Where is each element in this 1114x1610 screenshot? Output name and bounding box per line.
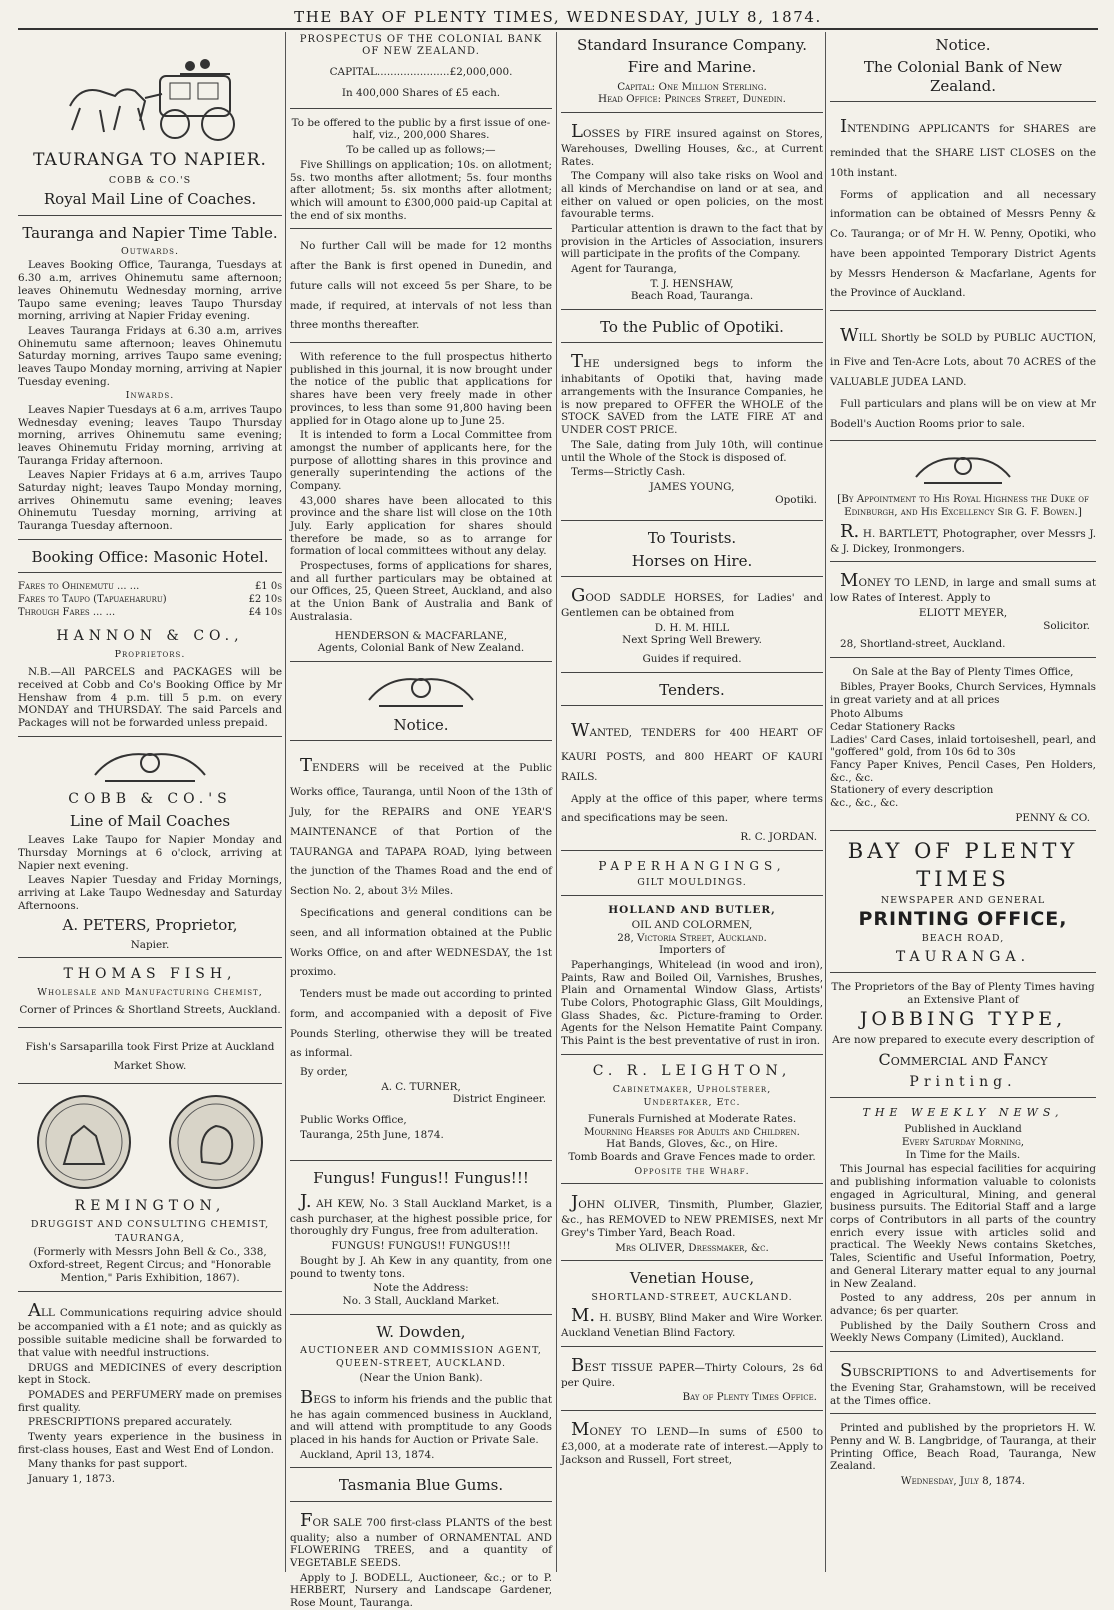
apply-bodell: Apply to J. BODELL, Auctioneer, &c.; or to P. HERBERT, Nursery and Landscape Gardener, Rose Mount, Tauranga. xyxy=(290,1571,552,1610)
horses-heading: Horses on Hire. xyxy=(631,551,753,570)
engineer-title: District Engineer. xyxy=(452,1093,546,1106)
venetian-heading: Venetian House, xyxy=(629,1269,755,1288)
times-heading: TIMES xyxy=(916,867,1010,892)
head-office: Head Office: Princes Street, Dunedin. xyxy=(598,93,786,106)
by-order: By order, xyxy=(300,1066,348,1079)
tomb-line: Tomb Boards and Grave Fences made to order. xyxy=(568,1151,816,1163)
beach-road: BEACH ROAD, xyxy=(921,933,1005,945)
oliver-paragraph: JOHN OLIVER, Tinsmith, Plumber, Glazier, &c., has REMOVED to NEW PREMISES, next Mr Grey's Timber Yard, Beach Road. xyxy=(561,1192,823,1239)
remington-line: DRUGS and MEDICINES of every description kept in Stock. xyxy=(18,1361,282,1387)
gilt-mouldings: GILT MOULDINGS. xyxy=(637,877,747,889)
dowden-date: Auckland, April 13, 1874. xyxy=(300,1448,435,1461)
royal-mail-title: Royal Mail Line of Coaches. xyxy=(43,190,257,209)
near-union: (Near the Union Bank). xyxy=(359,1372,483,1385)
timetable-paragraph: Leaves Napier Fridays at 6 a.m, arrives Taupo Saturday night; leaves Taupo Monday morning, arrives Ohinemutu same evening; leaves Ohinemutu Tuesday morning, arriving at Tauranga Tuesday afternoon. xyxy=(18,469,282,533)
remington-location: TAURANGA, xyxy=(115,1232,185,1244)
taupo-paragraph: Leaves Lake Taupo for Napier Monday and Thursday Mornings at 6 o'clock, arriving at Napier next evening. xyxy=(18,834,282,872)
imprint-date: Wednesday, July 8, 1874. xyxy=(900,1475,1026,1488)
column-4 xyxy=(830,32,1096,1577)
henderson-signature: HENDERSON & MACFARLANE, xyxy=(334,629,508,642)
fish-subtitle: Wholesale and Manufacturing Chemist, xyxy=(37,987,263,999)
opotiki-label: Opotiki. xyxy=(775,493,817,506)
victoria-street: 28, Victoria Street, Auckland. xyxy=(617,931,767,944)
colonial-bank-heading: The Colonial Bank of New Zealand. xyxy=(863,58,1063,95)
capital-line: Capital: One Million Sterling. xyxy=(617,80,767,93)
remington-line: PRESCRIPTIONS prepared accurately. xyxy=(28,1416,233,1429)
notice-heading: Notice. xyxy=(393,715,449,734)
reference-paragraph: With reference to the full prospectus hitherto published in this journal, it is now brought under the notice of the public that applications for shares have been very freely made in other provinces, to less than some 91,800 having been applied for in Otago alone up to June 25. xyxy=(290,351,552,427)
outwards-label: Outwards. xyxy=(121,245,179,257)
journal-paragraph: This Journal has especial facilities for acquiring and publishing information valuable to colonists engaged in Agricultural, Mining, and general business pursuits. The Editorial Staff and a large corps of Contributors in all parts of the country enrich every issue with articles solid and practical. The Weekly News contains Sketches, Tales, Scientific and Useful Information, Poetry, and General Literary matter equal to any journal in New Zealand. xyxy=(830,1163,1096,1290)
medal-icon xyxy=(34,1092,134,1192)
oil-colormen: OIL AND COLORMEN, xyxy=(631,918,753,931)
particular-paragraph: Particular attention is drawn to the fact that by provision in the Articles of Association, insurers will participate in the profits of the Company. xyxy=(561,223,823,261)
note-address: Note the Address: xyxy=(373,1282,469,1295)
losses-paragraph: LOSSES by FIRE insured against on Stores, Warehouses, Dwelling Houses, &c., at Current Rates. xyxy=(561,120,823,168)
tenders-heading: Tenders. xyxy=(659,680,725,699)
remington-line: POMADES and PERFUMERY made on premises first quality. xyxy=(18,1388,282,1414)
subscriptions-paragraph: SUBSCRIPTIONS to and Advertisements for the Evening Star, Grahamstown, will be received at the Times office. xyxy=(830,1359,1096,1407)
inwards-label: Inwards. xyxy=(125,390,175,402)
column-divider xyxy=(825,32,826,1572)
column-3 xyxy=(561,32,823,1577)
opotiki-heading: To the Public of Opotiki. xyxy=(600,318,784,337)
specs-paragraph: Specifications and general conditions can be seen, and all information obtained at the Public Works Office, on and after WEDNESDAY, the 1st proximo. xyxy=(290,906,552,979)
remington-line: Twenty years experience in the business in first-class houses, East and West End of London. xyxy=(18,1430,282,1456)
pw-date: Tauranga, 25th June, 1874. xyxy=(300,1128,444,1141)
jobbing-type-heading: JOBBING TYPE, xyxy=(859,1008,1067,1031)
mail-coaches-title: Line of Mail Coaches xyxy=(69,811,231,830)
coach-header: TAURANGA TO NAPIER. xyxy=(33,150,267,170)
company-paragraph: The Company will also take risks on Wool and all kinds of Merchandise on land or at sea, and either on valued or open policies, on the most favourable terms. xyxy=(561,170,823,221)
funerals-line: Funerals Furnished at Moderate Rates. xyxy=(587,1112,797,1125)
auctioneer-subtitle: AUCTIONEER AND COMMISSION AGENT, xyxy=(300,1344,542,1356)
tenders-must-paragraph: Tenders must be made out according to printed form, and accompanied with a deposit of Five Pounds Sterling, otherwise they will be treated as informal. xyxy=(290,988,552,1060)
tauranga-heading: TAURANGA. xyxy=(895,948,1031,965)
bop-heading: BAY OF PLENTY xyxy=(847,839,1079,864)
tasmania-heading: Tasmania Blue Gums. xyxy=(338,1476,504,1495)
napier-label: Napier. xyxy=(130,938,170,951)
remington-subtitle: DRUGGIST AND CONSULTING CHEMIST, xyxy=(30,1219,270,1231)
remington-date: January 1, 1873. xyxy=(28,1473,116,1486)
turner-signature: A. C. TURNER, xyxy=(381,1080,461,1093)
published-by: Published by the Daily Southern Cross and Weekly News Company (Limited), Auckland. xyxy=(830,1319,1096,1345)
intending-paragraph: INTENDING APPLICANTS for SHARES are reminded that the SHARE LIST CLOSES on the 10th instant. xyxy=(830,115,1096,179)
medal-icon xyxy=(166,1092,266,1192)
remington-paragraph: ALL Communications requiring advice should be accompanied with a £1 note; and as quickly as possible suitable medicine shall be forwarded to that value with needful instructions. xyxy=(18,1299,282,1359)
on-sale-line: On Sale at the Bay of Plenty Times Office, xyxy=(852,666,1074,679)
cobb-co-label: COBB & CO.'S xyxy=(108,174,192,186)
wanted-paragraph: WANTED, TENDERS for 400 HEART OF KAURI POSTS, and 800 HEART OF KAURI RAILS. xyxy=(561,719,823,783)
tissue-paragraph: BEST TISSUE PAPER—Thirty Colours, 2s 6d per Quire. xyxy=(561,1354,823,1389)
money-paragraph: MONEY TO LEND, in large and small sums at low Rates of Interest. Apply to xyxy=(830,570,1096,605)
timetable-paragraph: Leaves Booking Office, Tauranga, Tuesdays at 6.30 a.m, arrives Ohinemutu same afternoon; leaves Ohinemutu Wednesday morning, arrive Taupo same evening; leaves Taupo Thursday morning, arriving at Napier Friday evening. xyxy=(18,259,282,323)
capital-line: CAPITAL......................£2,000,000. xyxy=(329,66,513,79)
shortland-address: 28, Shortland-street, Auckland. xyxy=(840,638,1006,651)
bought-paragraph: Bought by J. Ah Kew in any quantity, from one pound to twenty tons. xyxy=(290,1254,552,1280)
jordan-signature: R. C. JORDAN. xyxy=(740,831,817,844)
agent-line: Agent for Tauranga, xyxy=(571,263,677,276)
published-line: Published in Auckland xyxy=(904,1123,1022,1136)
henshaw-signature: T. J. HENSHAW, xyxy=(650,277,734,290)
for-sale-paragraph: FOR SALE 700 first-class PLANTS of the best quality; also a number of ORNAMENTAL AND FLOWERING TREES, and a quantity of VEGETABLE SEEDS. xyxy=(290,1509,552,1570)
medals xyxy=(18,1092,282,1192)
cabinet-subtitle: Cabinetmaker, Upholsterer, xyxy=(612,1083,772,1095)
brewery-line: Next Spring Well Brewery. xyxy=(622,634,762,647)
apply-office: Apply at the office of this paper, where terms and specifications may be seen. xyxy=(561,792,823,825)
column-2 xyxy=(290,32,552,1610)
fare-row: Fares to Taupo (Tapuaeharuru) £2 10s xyxy=(18,594,282,606)
intended-paragraph: It is intended to form a Local Committee from amongst the number of applicants here, for the purpose of allotting shares in this province and generally superintending the actions of the Company. xyxy=(290,429,552,492)
cobb-co-title: COBB & CO.'S xyxy=(68,790,232,807)
hannon-title: HANNON & CO., xyxy=(56,627,244,644)
called-line: To be called up as follows;— xyxy=(346,144,496,157)
meyer-signature: ELIOTT MEYER, xyxy=(918,607,1008,620)
posted-paragraph: Posted to any address, 20s per annum in advance; 6s per quarter. xyxy=(830,1292,1096,1317)
busby-paragraph: M. H. BUSBY, Blind Maker and Wire Worker. Auckland Venetian Blind Factory. xyxy=(561,1305,823,1340)
dowden-paragraph: BEGS to inform his friends and the public that he has again commenced business in Auckland, and will attend with promptitude to any Goods placed in his hands for Auction or Private Sale. xyxy=(290,1386,552,1447)
fish-show: Market Show. xyxy=(113,1060,187,1073)
fish-prize: Fish's Sarsaparilla took First Prize at Auckland xyxy=(25,1040,275,1053)
printing-heading: Printing. xyxy=(909,1073,1017,1090)
tenders-paragraph: TENDERS will be received at the Public Works office, Tauranga, until Noon of the 13th of July, for the REPAIRS and ONE YEAR'S MAINTENANCE of that Portion of the TAURANGA and TAPAPA ROAD, lying between the junction of the Thames Road and the end of Section No. 2, about 3½ Miles. xyxy=(290,755,552,898)
column-1 xyxy=(18,32,282,1577)
terms-line: Terms—Strictly Cash. xyxy=(571,466,686,479)
goods-paragraph: Paperhangings, Whitelead (in wood and iron), Paints, Raw and Boiled Oil, Varnishes, Brushes, Plain and Ornamental Window Glass, Artists' Tube Colors, Photographic Glass, Gilt Mouldings, Glass Shades, &c. Picture-framing to Order. Agents for the Nelson Hematite Paint Company. This Paint is the best preventative of rust in iron. xyxy=(561,958,823,1048)
sale-paragraph: The Sale, dating from July 10th, will continue until the Whole of the Stock is disposed of. xyxy=(561,438,823,464)
weekly-news-heading: THE WEEKLY NEWS, xyxy=(862,1105,1064,1119)
importers-line: Importers of xyxy=(659,944,725,957)
beach-road: Beach Road, Tauranga. xyxy=(630,290,754,303)
thomas-fish-title: THOMAS FISH, xyxy=(63,966,237,983)
forms-paragraph: Prospectuses, forms of applications for shares, and all further particulars may be obtained at our Offices, 25, Queen Street, Auckland, and also at the Union Bank of Australia and Bank of Australasia. xyxy=(290,560,552,623)
every-saturday: Every Saturday Morning, xyxy=(901,1135,1025,1148)
solicitor-label: Solicitor. xyxy=(1043,619,1090,632)
prospectus-title: PROSPECTUS OF THE COLONIAL BANK OF NEW ZEALAND. xyxy=(299,34,543,58)
timetable-paragraph: Leaves Napier Tuesdays at 6 a.m, arrives Taupo Wednesday evening; leaves Taupo Thursday morning, arrives Ohinemutu same evening; leaves Ohinemutu Friday morning, arriving at Tauranga Friday afternoon. xyxy=(18,403,282,467)
particulars-paragraph: Full particulars and plans will be on view at Mr Bodell's Auction Rooms prior to sale. xyxy=(830,397,1096,430)
hatbands-line: Hat Bands, Gloves, &c., on Hire. xyxy=(606,1138,778,1151)
paperhangings-heading: PAPERHANGINGS, xyxy=(598,858,786,873)
leighton-title: C. R. LEIGHTON, xyxy=(592,1062,792,1079)
opotiki-paragraph: THE undersigned begs to inform the inhabitants of Opotiki that, having made arrangements with the Insurance Companies, he is now prepared to OFFER the WHOLE of the STOCK SAVED from the LATE FIRE AT and UNDER COST PRICE. xyxy=(561,351,823,437)
guides-line: Guides if required. xyxy=(642,652,742,665)
in-time-line: In Time for the Mails. xyxy=(905,1148,1021,1161)
money-paragraph: MONEY TO LEND—In sums of £500 to £3,000, at a moderate rate of interest.—Apply to Jackson and Russell, Fort street, xyxy=(561,1419,823,1466)
fungus-heading: Fungus! Fungus!! Fungus!!! xyxy=(313,1168,529,1187)
royal-crest-ornament xyxy=(361,670,481,712)
commercial-heading: Commercial and Fancy xyxy=(878,1050,1048,1070)
tourists-heading: To Tourists. xyxy=(647,529,737,548)
will-sold-paragraph: WILL Shortly be SOLD by PUBLIC AUCTION, in Five and Ten-Acre Lots, about 70 ACRES of the VALUABLE JUDEA LAND. xyxy=(830,325,1096,389)
timetable-paragraph: Leaves Tauranga Fridays at 6.30 a.m, arrives Ohinemutu same afternoon; leaves Ohinemutu Saturday morning, arrives Taupo same evening; leaves Taupo Monday morning, arriving at Napier Tuesday evening. xyxy=(18,324,282,388)
allotted-paragraph: 43,000 shares have been allocated to this province and the share list will close on the 10th July. Early application for shares should therefore be made, so as to arrange for formation of local committees without any delay. xyxy=(290,494,552,558)
royal-crest-ornament xyxy=(908,449,1018,489)
dowden-title: W. Dowden, xyxy=(376,1322,466,1341)
offered-line: To be offered to the public by a first issue of one-half, viz., 200,000 Shares. xyxy=(291,116,551,142)
timetable-title: Tauranga and Napier Time Table. xyxy=(22,223,278,242)
bop-office: Bay of Plenty Times Office. xyxy=(682,1391,817,1404)
royal-crest-ornament xyxy=(85,745,215,787)
pw-office: Public Works Office, xyxy=(300,1114,407,1127)
remington-note: (Formerly with Messrs John Bell & Co., 338, Oxford-street, Regent Circus; and "Honorable Mention," Paris Exhibition, 1867). xyxy=(28,1246,272,1284)
imprint-paragraph: Printed and published by the proprietors H. W. Penny and W. B. Langbridge, of Tauranga, at their Printing Office, Beach Road, Tauranga, New Zealand. xyxy=(830,1422,1096,1473)
saddle-paragraph: GOOD SADDLE HORSES, for Ladies' and Gentlemen can be obtained from xyxy=(561,584,823,619)
fare-row: Fares to Ohinemutu ... ... £1 0s xyxy=(18,581,282,593)
standard-heading: Standard Insurance Company. xyxy=(577,36,807,54)
stationery-items: Photo Albums Cedar Stationery Racks Ladies' Card Cases, inlaid tortoiseshell, pearl, and "goffered" gold, from 10s 6d to 30s Fancy Paper Knives, Pencil Cases, Pen Holders, &c., &c. Stationery of every description &c., &c., &c. xyxy=(830,708,1096,810)
no-call-paragraph: No further Call will be made for 12 months after the Bank is first opened in Dunedin, and future calls will not exceed 5s per Share, to be made, if required, at intervals of not less than three months thereafter. xyxy=(290,240,552,332)
newspaper-label: NEWSPAPER AND GENERAL xyxy=(880,894,1046,906)
stagecoach-illustration xyxy=(50,36,250,146)
agents-line: Agents, Colonial Bank of New Zealand. xyxy=(317,642,525,655)
undertaker-subtitle: Undertaker, Etc. xyxy=(643,1097,741,1109)
peters-proprietor: A. PETERS, Proprietor, xyxy=(62,916,238,935)
bibles-line: Bibles, Prayer Books, Church Services, Hymnals in great variety and at all prices xyxy=(830,680,1096,706)
shares-line: In 400,000 Shares of £5 each. xyxy=(341,87,501,100)
bartlett-paragraph: R. H. BARTLETT, Photographer, over Messrs J. & J. Dickey, Ironmongers. xyxy=(830,520,1096,555)
queen-street: QUEEN-STREET, AUCKLAND. xyxy=(335,1358,507,1370)
appointment-line: [By Appointment to His Royal Highness the Duke of Edinburgh, and His Excellency Sir G. F. Bowen.] xyxy=(837,493,1089,519)
penny-signature: PENNY & CO. xyxy=(1015,811,1090,824)
booking-office: Booking Office: Masonic Hotel. xyxy=(31,547,269,566)
ahkew-paragraph: J. AH KEW, No. 3 Stall Auckland Market, is a cash purchaser, at the highest possible price, for thoroughly dry Fungus, free from adulteration. xyxy=(290,1190,552,1238)
forms-paragraph: Forms of application and all necessary information can be obtained of Messrs Penny & Co. Tauranga; or of Mr H. W. Penny, Opotiki, who have been appointed Temporary District Agents by Messrs Henderson & Macfarlane, Agents for the Province of Auckland. xyxy=(830,188,1096,300)
stall-address: No. 3 Stall, Auckland Market. xyxy=(342,1294,500,1307)
mourning-line: Mourning Hearses for Adults and Children. xyxy=(584,1125,800,1138)
notice-heading: Notice. xyxy=(935,36,991,54)
mrs-oliver: Mrs OLIVER, Dressmaker, &c. xyxy=(615,1241,769,1254)
fare-row: Through Fares ... ... £4 10s xyxy=(18,607,282,619)
holland-butler: HOLLAND AND BUTLER, xyxy=(608,904,776,917)
fungus-subheading: FUNGUS! FUNGUS!! FUNGUS!!! xyxy=(331,1240,511,1253)
called-paragraph: Five Shillings on application; 10s. on allotment; 5s. two months after allotment; 5s. four months after allotment; 5s. six months after allotment; which will amount to £300,000 paid-up Capital at the end of six months. xyxy=(290,158,552,222)
taupo-paragraph: Leaves Napier Tuesday and Friday Mornings, arriving at Lake Taupo Wednesday and Saturday Afternoons. xyxy=(18,874,282,912)
opposite-wharf: Opposite the Wharf. xyxy=(634,1165,750,1177)
proprietors-line: The Proprietors of the Bay of Plenty Times having an Extensive Plant of xyxy=(831,981,1095,1006)
fish-address: Corner of Princes & Shortland Streets, Auckland. xyxy=(19,1003,281,1016)
proprietors-label: Proprietors. xyxy=(114,648,186,660)
shortland-street: SHORTLAND-STREET, AUCKLAND. xyxy=(591,1291,793,1303)
column-divider xyxy=(556,32,557,1572)
remington-title: REMINGTON, xyxy=(74,1198,226,1215)
column-divider xyxy=(285,32,286,1572)
remington-line: Many thanks for past support. xyxy=(28,1458,188,1471)
printing-office-heading: PRINTING OFFICE, xyxy=(858,908,1068,931)
prepared-line: Are now prepared to execute every description of xyxy=(832,1033,1094,1046)
hill-signature: D. H. M. HILL xyxy=(654,621,730,634)
masthead: THE BAY OF PLENTY TIMES, WEDNESDAY, JULY 8, 1874. xyxy=(18,6,1098,30)
fire-marine: Fire and Marine. xyxy=(627,58,757,77)
young-signature: JAMES YOUNG, xyxy=(649,480,735,493)
parcels-notice: N.B.—All PARCELS and PACKAGES will be received at Cobb and Co's Booking Office by Mr Henshaw from 4 p.m. till 5 p.m. on every MONDAY and THURSDAY. The said Parcels and Packages will not be forwarded unless prepaid. xyxy=(18,666,282,730)
